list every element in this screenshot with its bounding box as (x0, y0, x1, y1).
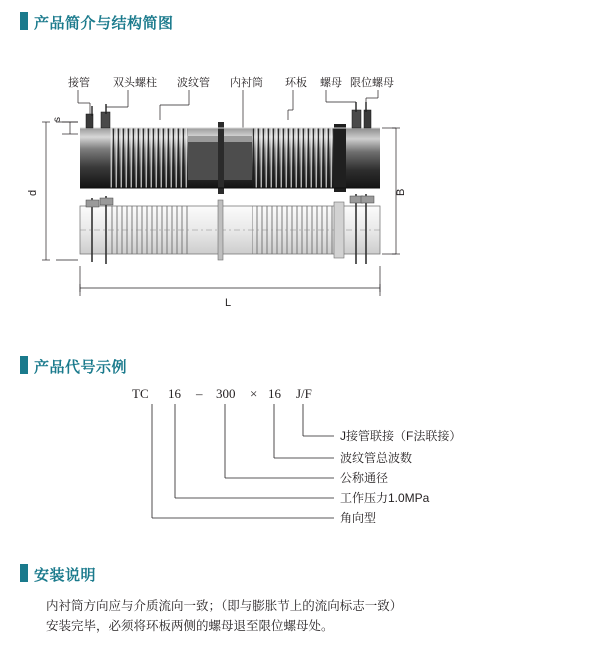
title-bar-install (20, 564, 28, 582)
callout-waves: 波纹管总波数 (340, 451, 413, 465)
code-token-times: × (250, 386, 258, 401)
callout-pressure: 工作压力1.0MPa (340, 491, 430, 505)
install-line-1: 内衬筒方向应与介质流向一致；（即与膨胀节上的流向标志一致） (46, 599, 403, 613)
product-code-leaders (152, 404, 334, 518)
structure-diagram (0, 60, 600, 340)
label-shuangtou: 双头螺柱 (113, 77, 157, 89)
product-code-diagram (0, 376, 600, 546)
code-token-waves: 16 (268, 386, 281, 401)
dim-label-s: s (52, 117, 63, 122)
dim-label-L: L (225, 297, 232, 309)
code-token-dn: 300 (216, 386, 236, 401)
section-title-install: 安装说明 (34, 567, 97, 584)
dim-label-d: d (27, 189, 39, 196)
title-bar-code (20, 356, 28, 374)
code-token-pressure: 16 (168, 386, 181, 401)
label-neichentong: 内衬筒 (230, 77, 263, 89)
label-jieguan: 接管 (68, 77, 90, 89)
callout-type: 角向型 (340, 511, 377, 525)
install-instructions (46, 596, 566, 636)
label-xianweiluomu: 限位螺母 (350, 77, 394, 89)
figure1-lower-view (80, 194, 380, 264)
label-bowenguan: 波纹管 (177, 77, 210, 89)
figure1-top-labels (68, 75, 394, 89)
title-bar-structure (20, 12, 28, 30)
callout-joint: J接管联接（F法联接） (340, 429, 462, 443)
product-code-tokens (132, 386, 312, 401)
dim-label-B: B (395, 188, 407, 196)
figure1-studs-upper (86, 102, 371, 128)
code-token-joint: J/F (296, 386, 312, 401)
install-line-2: 安装完毕，必须将环板两侧的螺母退至限位螺母处。 (46, 619, 334, 633)
label-huanban: 环板 (285, 77, 307, 89)
figure1-upper-view (80, 102, 380, 194)
product-code-callouts (340, 428, 461, 525)
callout-dn: 公称通径 (340, 471, 389, 485)
label-luomu: 螺母 (320, 77, 342, 89)
section-title-code: 产品代号示例 (34, 359, 128, 376)
code-token-dash: – (196, 386, 203, 401)
section-title-structure: 产品简介与结构简图 (34, 15, 174, 32)
code-token-series: TC (132, 386, 149, 401)
